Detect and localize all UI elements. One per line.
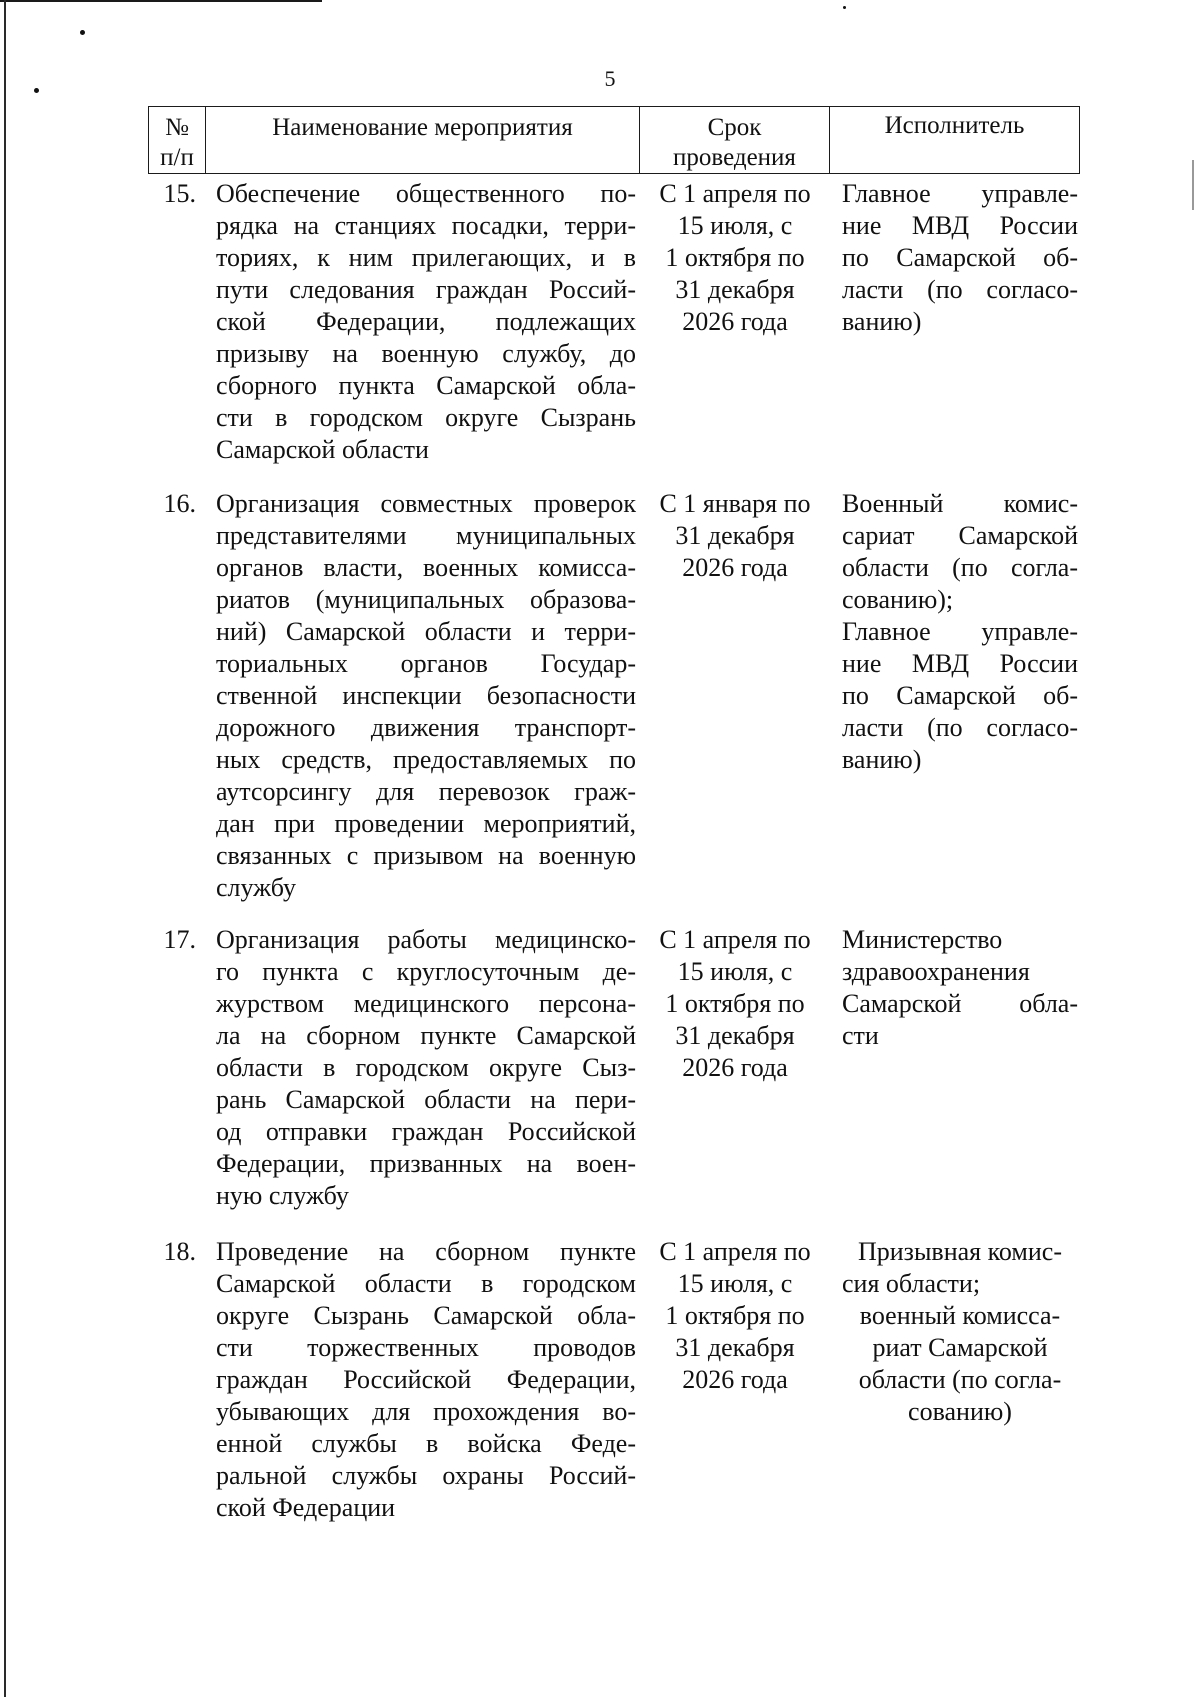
header-term xyxy=(640,107,830,173)
row-name xyxy=(216,488,636,904)
text-line: Проведение на сборном пункте xyxy=(216,1237,636,1266)
text-line: области (по согла- xyxy=(858,1365,1062,1394)
text-line: ториальных органов Государ- xyxy=(216,649,636,678)
text-line: 31 декабря xyxy=(675,1021,795,1050)
text-line: сти в городском округе Сызрань xyxy=(216,403,636,432)
text-line: по Самарской об- xyxy=(842,681,1078,710)
row-executor xyxy=(842,488,1078,776)
text-line: сия области; xyxy=(842,1269,981,1298)
text-line: ла на сборном пункте Самарской xyxy=(216,1021,636,1050)
row-name xyxy=(216,178,636,466)
text-line: Федерации, призванных на воен- xyxy=(216,1149,636,1178)
text-line: сариат Самарской xyxy=(842,521,1078,550)
header-term-line: Срок xyxy=(707,114,762,141)
row-executor xyxy=(842,1236,1078,1428)
text-line: С 1 апреля по xyxy=(659,1237,811,1266)
text-line: ториях, к ним прилегающих, и в xyxy=(216,243,636,272)
row-name xyxy=(216,924,636,1212)
row-term xyxy=(642,178,828,338)
text-line: пути следования граждан Россий- xyxy=(216,275,636,304)
text-line: ласти (по согласо- xyxy=(842,713,1078,742)
text-line: сборного пункта Самарской обла- xyxy=(216,371,636,400)
text-line: ний) Самарской области и терри- xyxy=(216,617,636,646)
text-line: риатов (муниципальных образова- xyxy=(216,585,636,614)
row-number: 17. xyxy=(163,925,196,954)
text-line: убывающих для прохождения во- xyxy=(216,1397,636,1426)
text-line: 31 декабря xyxy=(675,275,795,304)
scan-speck xyxy=(1192,160,1194,210)
text-line: ральной службы охраны Россий- xyxy=(216,1461,636,1490)
text-line: С 1 апреля по xyxy=(659,179,811,208)
text-line: призыву на военную службу, до xyxy=(216,339,636,368)
text-line: ванию) xyxy=(842,745,922,774)
row-number: 18. xyxy=(163,1237,196,1266)
scan-speck xyxy=(80,30,85,35)
text-line: го пункта с круглосуточным де- xyxy=(216,957,636,986)
text-line: Организация работы медицинско- xyxy=(216,925,636,954)
text-line: ную службу xyxy=(216,1181,349,1210)
text-line: 31 декабря xyxy=(675,521,795,550)
text-line: ванию) xyxy=(842,307,922,336)
text-line: Призывная комис- xyxy=(857,1237,1062,1266)
header-term-line: проведения xyxy=(673,144,796,171)
text-line: сованию) xyxy=(908,1397,1012,1426)
text-line: енной службы в войска Феде- xyxy=(216,1429,636,1458)
text-line: Главное управле- xyxy=(842,179,1078,208)
text-line: журством медицинского персона- xyxy=(216,989,636,1018)
text-line: од отправки граждан Российской xyxy=(216,1117,636,1146)
text-line: Военный комис- xyxy=(842,489,1078,518)
text-line: 15 июля, с xyxy=(677,211,793,240)
text-line: дан при проведении мероприятий, xyxy=(216,809,636,838)
text-line: Самарской области в городском xyxy=(216,1269,636,1298)
text-line: по Самарской об- xyxy=(842,243,1078,272)
text-line: здравоохранения xyxy=(842,957,1030,986)
text-line: Обеспечение общественного по- xyxy=(216,179,636,208)
text-line: 1 октября по xyxy=(665,989,805,1018)
text-line: ской Федерации, подлежащих xyxy=(216,307,636,336)
text-line: Самарской области xyxy=(216,435,429,464)
row-term xyxy=(642,1236,828,1396)
text-line: представителями муниципальных xyxy=(216,521,636,550)
text-line: ных средств, предоставляемых по xyxy=(216,745,636,774)
text-line: связанных с призывом на военную xyxy=(216,841,636,870)
text-line: области в городском округе Сыз- xyxy=(216,1053,636,1082)
text-line: Самарской обла- xyxy=(842,989,1078,1018)
row-number: 15. xyxy=(163,179,196,208)
scan-edge-left xyxy=(4,0,6,1697)
row-name xyxy=(216,1236,636,1524)
header-number xyxy=(149,107,206,173)
text-line: 15 июля, с xyxy=(677,957,793,986)
text-line: сованию); xyxy=(842,585,954,614)
header-executor: Исполнитель xyxy=(884,112,1025,139)
text-line: риат Самарской xyxy=(872,1333,1048,1362)
row-term xyxy=(642,488,828,584)
text-line: ние МВД России xyxy=(842,649,1078,678)
text-line: ской Федерации xyxy=(216,1493,396,1522)
row-executor xyxy=(842,178,1078,338)
text-line: 2026 года xyxy=(682,1365,788,1394)
row-executor xyxy=(842,924,1078,1052)
text-line: Министерство xyxy=(842,925,1003,954)
text-line: граждан Российской Федерации, xyxy=(216,1365,636,1394)
scan-edge-top xyxy=(0,0,322,2)
text-line: 31 декабря xyxy=(675,1333,795,1362)
text-line: дорожного движения транспорт- xyxy=(216,713,636,742)
text-line: 2026 года xyxy=(682,553,788,582)
scan-speck xyxy=(843,6,846,9)
table-header xyxy=(148,106,1080,174)
text-line: 1 октября по xyxy=(665,1301,805,1330)
text-line: ние МВД России xyxy=(842,211,1078,240)
text-line: 2026 года xyxy=(682,1053,788,1082)
text-line: ственной инспекции безопасности xyxy=(216,681,636,710)
text-line: службу xyxy=(216,873,297,902)
text-line: С 1 января по xyxy=(659,489,811,518)
text-line: Организация совместных проверок xyxy=(216,489,636,518)
text-line: С 1 апреля по xyxy=(659,925,811,954)
text-line: рань Самарской области на пери- xyxy=(216,1085,636,1114)
text-line: Главное управле- xyxy=(842,617,1078,646)
text-line: ласти (по согласо- xyxy=(842,275,1078,304)
header-number-line: № xyxy=(165,114,189,141)
text-line: военный комисса- xyxy=(859,1301,1061,1330)
text-line: аутсорсингу для перевозок граж- xyxy=(216,777,636,806)
row-term xyxy=(642,924,828,1084)
text-line: рядка на станциях посадки, терри- xyxy=(216,211,636,240)
text-line: 15 июля, с xyxy=(677,1269,793,1298)
text-line: области (по согла- xyxy=(842,553,1078,582)
text-line: сти xyxy=(842,1021,879,1050)
text-line: 1 октября по xyxy=(665,243,805,272)
row-number: 16. xyxy=(163,489,196,518)
text-line: сти торжественных проводов xyxy=(216,1333,636,1362)
text-line: 2026 года xyxy=(682,307,788,336)
page-number: 5 xyxy=(604,66,616,91)
text-line: органов власти, военных комисса- xyxy=(216,553,636,582)
header-name: Наименование мероприятия xyxy=(206,107,640,173)
text-line: округе Сызрань Самарской обла- xyxy=(216,1301,636,1330)
header-number-line: п/п xyxy=(160,144,194,171)
scan-speck xyxy=(34,88,39,93)
